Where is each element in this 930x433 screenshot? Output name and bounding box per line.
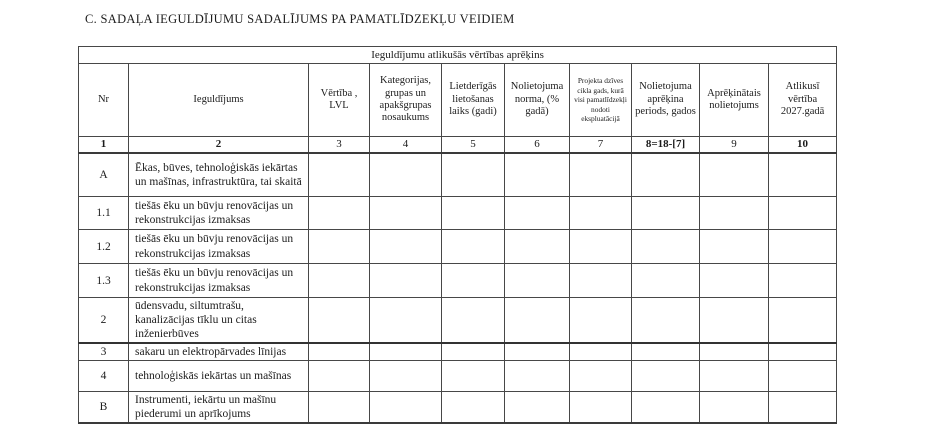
- empty-cell: [570, 298, 632, 344]
- empty-cell: [632, 361, 700, 392]
- empty-cell: [632, 153, 700, 197]
- empty-cell: [505, 343, 570, 361]
- col-num-10: 10: [769, 137, 837, 153]
- empty-cell: [370, 264, 442, 298]
- empty-cell: [370, 197, 442, 230]
- col-num-4: 4: [370, 137, 442, 153]
- page-title: C. SADAĻA IEGULDĪJUMU SADALĪJUMS PA PAMATLĪDZEKĻU VEIDIEM: [85, 12, 515, 26]
- table-row-1-1: [79, 197, 837, 230]
- empty-cell: [700, 361, 769, 392]
- empty-cell: [700, 230, 769, 264]
- empty-cell: [769, 264, 837, 298]
- row-nr: 1.2: [79, 230, 129, 264]
- empty-cell: [632, 197, 700, 230]
- col-header-calculated-depreciation: Aprēķinātais nolietojums: [700, 64, 769, 137]
- col-header-investment: Ieguldījums: [129, 64, 309, 137]
- empty-cell: [442, 197, 505, 230]
- row-investment-label: tiešās ēku un būvju renovācijas un rekonstrukcijas izmaksas: [129, 230, 309, 264]
- empty-cell: [309, 298, 370, 344]
- empty-cell: [769, 230, 837, 264]
- table-span-header-row: [79, 47, 837, 64]
- empty-cell: [309, 361, 370, 392]
- row-investment-label: sakaru un elektropārvades līnijas: [129, 343, 309, 361]
- row-investment-label: ūdensvadu, siltumtrašu, kanalizācijas tīklu un citas inženierbūves: [129, 298, 309, 344]
- col-num-7: 7: [570, 137, 632, 153]
- empty-cell: [570, 361, 632, 392]
- row-nr: A: [79, 153, 129, 197]
- col-header-useful-life: Lietderīgās lietošanas laiks (gadi): [442, 64, 505, 137]
- empty-cell: [769, 197, 837, 230]
- empty-cell: [505, 361, 570, 392]
- empty-cell: [370, 153, 442, 197]
- empty-cell: [700, 392, 769, 424]
- empty-cell: [442, 392, 505, 424]
- table-row-B: [79, 392, 837, 424]
- empty-cell: [442, 298, 505, 344]
- empty-cell: [505, 153, 570, 197]
- empty-cell: [505, 230, 570, 264]
- empty-cell: [370, 343, 442, 361]
- col-header-nr: Nr: [79, 64, 129, 137]
- empty-cell: [370, 361, 442, 392]
- table-row-1-3: [79, 264, 837, 298]
- row-nr: B: [79, 392, 129, 424]
- col-header-project-lifecycle-year: Projekta dzīves cikla gads, kurā visi pamatlīdzekļi nodoti ekspluatācijā: [570, 64, 632, 137]
- empty-cell: [505, 197, 570, 230]
- empty-cell: [632, 298, 700, 344]
- table-row-1-2: [79, 230, 837, 264]
- row-investment-label: tehnoloģiskās iekārtas un mašīnas: [129, 361, 309, 392]
- col-header-depreciation-period: Nolietojuma aprēķina periods, gados: [632, 64, 700, 137]
- empty-cell: [570, 343, 632, 361]
- col-num-6: 6: [505, 137, 570, 153]
- empty-cell: [769, 298, 837, 344]
- empty-cell: [309, 230, 370, 264]
- empty-cell: [442, 361, 505, 392]
- empty-cell: [769, 361, 837, 392]
- empty-cell: [442, 343, 505, 361]
- table-row-2: [79, 298, 837, 344]
- row-nr: 2: [79, 298, 129, 344]
- empty-cell: [632, 392, 700, 424]
- empty-cell: [309, 264, 370, 298]
- empty-cell: [370, 392, 442, 424]
- empty-cell: [632, 230, 700, 264]
- empty-cell: [309, 392, 370, 424]
- empty-cell: [700, 343, 769, 361]
- empty-cell: [632, 264, 700, 298]
- empty-cell: [309, 197, 370, 230]
- empty-cell: [632, 343, 700, 361]
- empty-cell: [769, 392, 837, 424]
- table-header-row: [79, 64, 837, 137]
- empty-cell: [309, 153, 370, 197]
- empty-cell: [505, 298, 570, 344]
- empty-cell: [570, 264, 632, 298]
- col-header-value-lvl: Vērtība , LVL: [309, 64, 370, 137]
- col-header-residual-value-2027: Atlikusī vērtība 2027.gadā: [769, 64, 837, 137]
- empty-cell: [505, 392, 570, 424]
- empty-cell: [370, 230, 442, 264]
- empty-cell: [769, 153, 837, 197]
- table-row-A: [79, 153, 837, 197]
- empty-cell: [442, 230, 505, 264]
- col-num-8: 8=18-[7]: [632, 137, 700, 153]
- empty-cell: [570, 230, 632, 264]
- col-header-depreciation-rate: Nolietojuma norma, (% gadā): [505, 64, 570, 137]
- span-header-label: Ieguldījumu atlikušās vērtības aprēķins: [79, 47, 837, 64]
- empty-cell: [769, 343, 837, 361]
- investments-table: [78, 46, 837, 424]
- row-investment-label: Instrumenti, iekārtu un mašīnu piederumi un aprīkojums: [129, 392, 309, 424]
- empty-cell: [442, 264, 505, 298]
- empty-cell: [570, 153, 632, 197]
- empty-cell: [700, 264, 769, 298]
- empty-cell: [700, 197, 769, 230]
- col-num-3: 3: [309, 137, 370, 153]
- empty-cell: [700, 298, 769, 344]
- empty-cell: [370, 298, 442, 344]
- row-investment-label: tiešās ēku un būvju renovācijas un rekonstrukcijas izmaksas: [129, 264, 309, 298]
- empty-cell: [309, 343, 370, 361]
- row-nr: 1.1: [79, 197, 129, 230]
- row-nr: 1.3: [79, 264, 129, 298]
- col-header-category-group: Kategorijas, grupas un apakšgrupas nosaukums: [370, 64, 442, 137]
- row-nr: 4: [79, 361, 129, 392]
- empty-cell: [570, 392, 632, 424]
- row-investment-label: Ēkas, būves, tehnoloģiskās iekārtas un mašīnas, infrastruktūra, tai skaitā: [129, 153, 309, 197]
- col-num-9: 9: [700, 137, 769, 153]
- table-row-4: [79, 361, 837, 392]
- empty-cell: [442, 153, 505, 197]
- row-nr: 3: [79, 343, 129, 361]
- table-row-3: [79, 343, 837, 361]
- empty-cell: [570, 197, 632, 230]
- empty-cell: [700, 153, 769, 197]
- col-num-5: 5: [442, 137, 505, 153]
- col-num-2: 2: [129, 137, 309, 153]
- empty-cell: [505, 264, 570, 298]
- row-investment-label: tiešās ēku un būvju renovācijas un rekonstrukcijas izmaksas: [129, 197, 309, 230]
- col-num-1: 1: [79, 137, 129, 153]
- column-numbering-row: [79, 137, 837, 153]
